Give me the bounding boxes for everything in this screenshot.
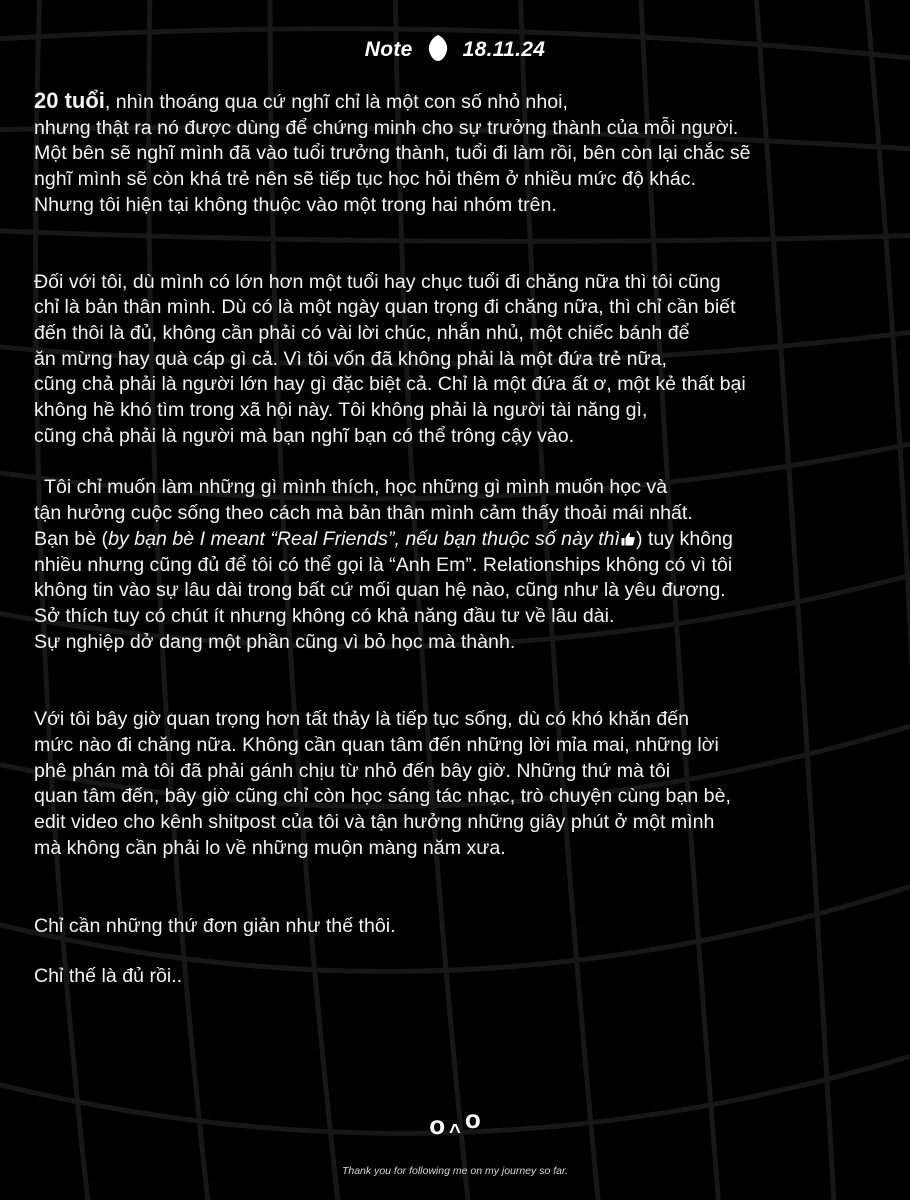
paragraph-3-line-1: Tôi chỉ muốn làm những gì mình thích, học những gì mình muốn học và [44,476,668,499]
closing-line-1 [34,914,884,940]
paragraph-1 [34,88,884,219]
paragraph-2-line-7: cũng chả phải là người mà bạn nghĩ bạn có thể trông cậy vào. [34,424,575,447]
paragraph-1-line-3: Một bên sẽ nghĩ mình đã vào tuổi trưởng thành, tuổi đi làm rồi, bên còn lại chắc sẽ [34,142,751,165]
paragraph-3-line-6: Sở thích tuy có chút ít nhưng không có khả năng đầu tư về lâu dài. [34,604,615,627]
paragraph-3-line-2: tận hưởng cuộc sống theo cách mà bản thân mình cảm thấy thoải mái nhất. [34,502,693,525]
paragraph-1-line-4: nghĩ mình sẽ còn khá trẻ nên sẽ tiếp tục học hỏi thêm ở nhiều mức độ khác. [34,168,697,191]
emoticon-mouth: ^ [449,1121,461,1143]
paragraph-2-line-1: Đối với tôi, dù mình có lớn hơn một tuổi hay chục tuổi đi chăng nữa thì tôi cũng [34,270,721,293]
paragraph-3-line-3-aside: by bạn bè I meant “Real Friends”, nếu bạn thuộc số này thì [108,527,620,550]
paragraph-4-line-5: edit video cho kênh shitpost của tôi và tận hưởng những giây phút ở một mình [34,811,715,834]
paragraph-2-line-4: ăn mừng hay quà cáp gì cả. Vì tôi vốn đã không phải là một đứa trẻ nữa, [34,347,667,370]
note-label: Note [364,38,413,61]
paragraph-2-line-2: chỉ là bản thân mình. Dù có là một ngày quan trọng đi chăng nữa, thì chỉ cần biết [34,296,736,319]
paragraph-2 [34,270,884,450]
paragraph-1-line-5: Nhưng tôi hiện tại không thuộc vào một trong hai nhóm trên. [34,193,557,216]
closing-line-2-text: Chỉ thế là đủ rồi.. [34,965,183,988]
footer-thanks: Thank you for following me on my journey so far. [341,1165,569,1177]
paragraph-3-line-3-start: Bạn bè ( [34,527,109,550]
closing-line-1-text: Chỉ cần những thứ đơn giản như thế thôi. [34,914,396,937]
note-body [34,88,884,990]
emoticon-right-eye: o [464,1104,481,1134]
note-date: 18.11.24 [462,38,546,61]
emoticon-face [0,1104,910,1143]
paragraph-4 [34,707,884,861]
paragraph-2-line-6: không hề khó tìm trong xã hội này. Tôi không phải là người tài năng gì, [34,399,648,422]
paragraph-4-line-1: Với tôi bây giờ quan trọng hơn tất thảy là tiếp tục sống, dù có khó khăn đến [34,708,690,731]
age-highlight: 20 tuổi [34,88,105,113]
paragraph-3-line-3 [34,527,884,553]
white-oval-icon [427,34,449,62]
paragraph-2-line-5: cũng chả phải là người lớn hay gì đặc biệt cả. Chỉ là một đứa ất ơ, một kẻ thất bại [34,373,746,396]
paragraph-4-line-6: mà không cần phải lo về những muộn màng năm xưa. [34,836,506,859]
paragraph-4-line-4: quan tâm đến, bây giờ cũng chỉ còn học sáng tác nhạc, trò chuyện cùng bạn bè, [34,785,731,808]
thumbs-up-icon [621,532,635,546]
paragraph-3-line-5: không tin vào sự lâu dài trong bất cứ mối quan hệ nào, cũng như là yêu đương. [34,579,726,602]
paragraph-1-line-2: nhưng thật ra nó được dùng để chứng minh cho sự trưởng thành của mỗi người. [34,116,739,139]
paragraph-3-line-3-end: ) tuy không [636,527,733,550]
paragraph-1-line-1-text: , nhìn thoáng qua cứ nghĩ chỉ là một con số nhỏ nhoi, [104,91,568,113]
paragraph-4-line-2: mức nào đi chăng nữa. Không cần quan tâm đến những lời mỉa mai, những lời [34,734,719,757]
note-header [0,34,910,62]
paragraph-3 [34,475,884,655]
paragraph-1-line-1 [34,88,884,116]
closing-line-2 [34,964,884,990]
emoticon-left-eye: o [429,1110,446,1140]
paragraph-3-line-4: nhiều nhưng cũng đủ để tôi có thể gọi là “Anh Em”. Relationships không có vì tôi [34,553,733,576]
paragraph-4-line-3: phê phán mà tôi đã phải gánh chịu từ nhỏ đến bây giờ. Những thứ mà tôi [34,759,671,782]
paragraph-3-line-7: Sự nghiệp dở dang một phần cũng vì bỏ học mà thành. [34,630,516,653]
paragraph-2-line-3: đến thôi là đủ, không cần phải có vài lời chúc, nhắn nhủ, một chiếc bánh để [34,321,690,344]
